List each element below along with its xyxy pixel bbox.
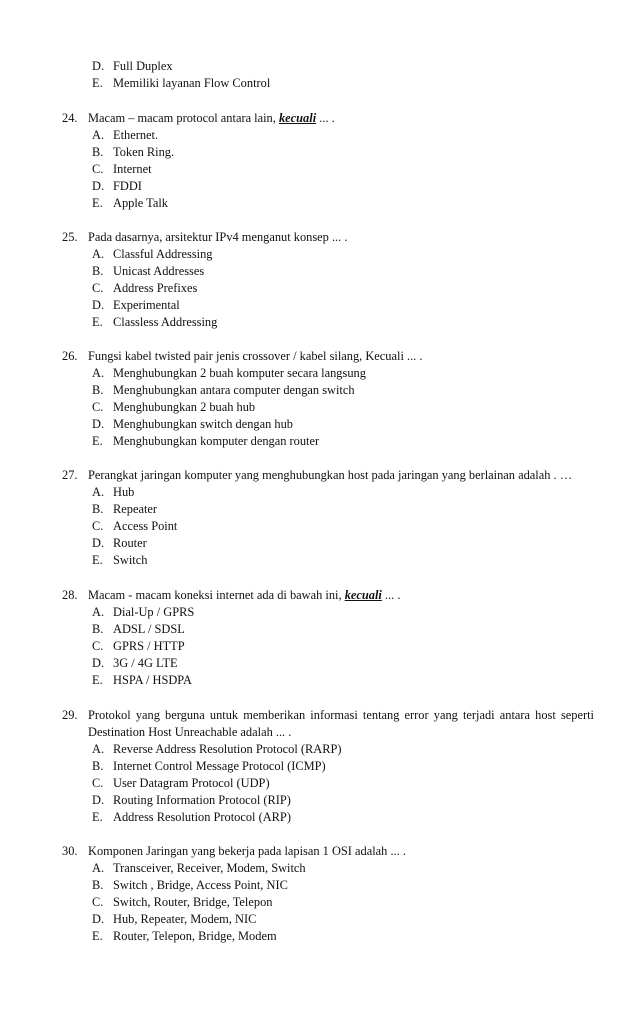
option-letter: E.	[92, 553, 103, 567]
question-number: 29.	[62, 708, 78, 722]
option-letter: B.	[92, 759, 104, 773]
option-text: Switch , Bridge, Access Point, NIC	[113, 878, 288, 892]
option-letter: A.	[92, 485, 105, 499]
option-text: Full Duplex	[113, 59, 173, 73]
option-text: Switch	[113, 553, 148, 567]
option-text: Token Ring.	[113, 145, 175, 159]
option-text: ADSL / SDSL	[113, 622, 185, 636]
option-letter: D.	[92, 59, 105, 73]
question-number: 26.	[62, 349, 78, 363]
option-text: Menghubungkan antara computer dengan switch	[113, 383, 355, 397]
option-letter: A.	[92, 366, 105, 380]
option-letter: A.	[92, 861, 105, 875]
option-letter: E.	[92, 434, 103, 448]
option-text: User Datagram Protocol (UDP)	[113, 776, 270, 790]
question-number: 25.	[62, 230, 78, 244]
option-text: Internet	[113, 162, 152, 176]
option-letter: D.	[92, 656, 105, 670]
option-letter: B.	[92, 622, 104, 636]
option-letter: E.	[92, 196, 103, 210]
option-text: Menghubungkan 2 buah hub	[113, 400, 256, 414]
option-text: Hub	[113, 485, 135, 499]
option-text: Menghubungkan 2 buah komputer secara langsung	[113, 366, 366, 380]
question-text: Macam - macam koneksi internet ada di bawah ini, kecuali ... .	[88, 588, 401, 602]
option-text: Menghubungkan switch dengan hub	[113, 417, 293, 431]
option-text: Menghubungkan komputer dengan router	[113, 434, 320, 448]
emphasis-kecuali: kecuali	[344, 588, 382, 602]
option-letter: B.	[92, 878, 104, 892]
option-letter: D.	[92, 912, 105, 926]
option-letter: C.	[92, 895, 104, 909]
option-letter: C.	[92, 281, 104, 295]
question-number: 28.	[62, 588, 78, 602]
option-text: Classful Addressing	[113, 247, 213, 261]
option-letter: E.	[92, 929, 103, 943]
option-letter: A.	[92, 247, 105, 261]
option-text: GPRS / HTTP	[113, 639, 185, 653]
option-letter: A.	[92, 742, 105, 756]
emphasis-kecuali: kecuali	[278, 111, 317, 125]
option-text: Dial-Up / GPRS	[113, 605, 195, 619]
question-text: Perangkat jaringan komputer yang menghubungkan host pada jaringan yang berlainan adalah . …	[88, 468, 573, 482]
question-text: Pada dasarnya, arsitektur IPv4 menganut konsep ... .	[88, 230, 348, 244]
option-letter: A.	[92, 128, 105, 142]
option-text: Access Point	[113, 519, 178, 533]
option-letter: B.	[92, 145, 104, 159]
option-text: Unicast Addresses	[113, 264, 205, 278]
option-letter: D.	[92, 536, 105, 550]
option-letter: E.	[92, 76, 103, 90]
option-text: Memiliki layanan Flow Control	[113, 76, 271, 90]
option-text: Routing Information Protocol (RIP)	[113, 793, 291, 807]
question-text: Protokol yang berguna untuk memberikan informasi tentang error yang terjadi antara host seperti	[88, 708, 594, 722]
option-letter: C.	[92, 162, 104, 176]
option-letter: B.	[92, 383, 104, 397]
question-number: 27.	[62, 468, 78, 482]
option-text: FDDI	[113, 179, 142, 193]
option-letter: E.	[92, 810, 103, 824]
option-text: Reverse Address Resolution Protocol (RARP)	[113, 742, 342, 756]
option-text: HSPA / HSDPA	[113, 673, 192, 687]
question-text: Macam – macam protocol antara lain, kecuali ... .	[88, 111, 335, 125]
option-text: Repeater	[113, 502, 158, 516]
option-letter: B.	[92, 264, 104, 278]
option-letter: B.	[92, 502, 104, 516]
option-text: Apple Talk	[113, 196, 168, 210]
option-letter: C.	[92, 776, 104, 790]
option-text: Router, Telepon, Bridge, Modem	[113, 929, 277, 943]
option-letter: E.	[92, 673, 103, 687]
option-letter: C.	[92, 639, 104, 653]
option-letter: D.	[92, 298, 105, 312]
option-letter: D.	[92, 417, 105, 431]
option-letter: C.	[92, 400, 104, 414]
option-text: Experimental	[113, 298, 180, 312]
option-text: Router	[113, 536, 147, 550]
option-letter: E.	[92, 315, 103, 329]
option-text: Hub, Repeater, Modem, NIC	[113, 912, 257, 926]
option-letter: A.	[92, 605, 105, 619]
option-text: Transceiver, Receiver, Modem, Switch	[113, 861, 306, 875]
option-text: 3G / 4G LTE	[113, 656, 178, 670]
option-text: Switch, Router, Bridge, Telepon	[113, 895, 273, 909]
option-text: Address Prefixes	[113, 281, 198, 295]
option-letter: D.	[92, 793, 105, 807]
option-text: Classless Addressing	[113, 315, 218, 329]
question-number: 24.	[62, 111, 78, 125]
option-text: Ethernet.	[113, 128, 159, 142]
question-text: Fungsi kabel twisted pair jenis crossover / kabel silang, Kecuali ... .	[88, 349, 423, 363]
question-number: 30.	[62, 844, 78, 858]
option-letter: C.	[92, 519, 104, 533]
option-text: Address Resolution Protocol (ARP)	[113, 810, 291, 824]
question-text-continued: Destination Host Unreachable adalah ... .	[88, 725, 292, 739]
option-text: Internet Control Message Protocol (ICMP)	[113, 759, 326, 773]
question-text: Komponen Jaringan yang bekerja pada lapisan 1 OSI adalah ... .	[88, 844, 406, 858]
option-letter: D.	[92, 179, 105, 193]
